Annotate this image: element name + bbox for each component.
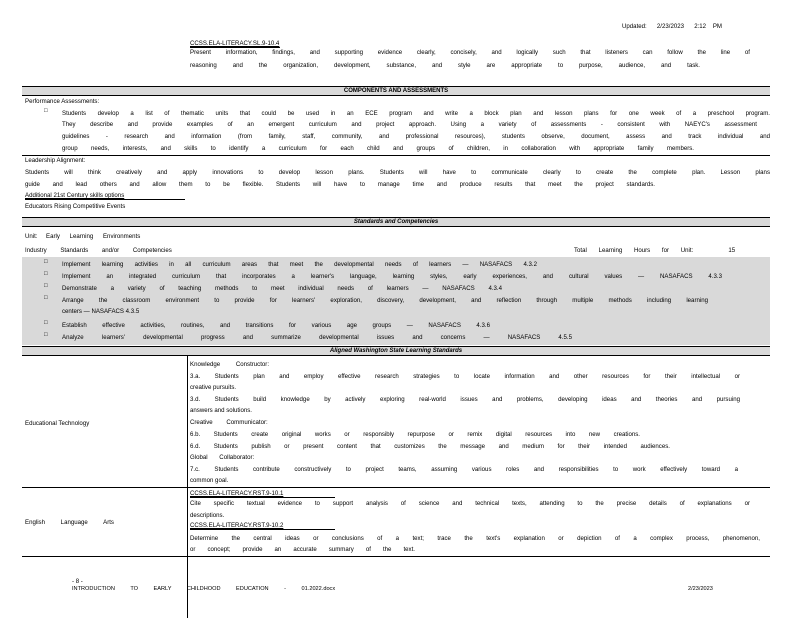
edtech-line-4: 3.d. Students build knowledge by actively exploring real-world issues and problems, developing ideas and theories and pursuing bbox=[190, 396, 740, 403]
unit-name: Early Learning Environments bbox=[46, 233, 141, 240]
ela-standard-1-rule bbox=[190, 497, 335, 498]
competency-6: Analyze learners' developmental progress and summarize developmental issues and concerns — NASAFACS 4.5.5 bbox=[62, 334, 572, 341]
ela-standard-1-line-2: descriptions. bbox=[190, 512, 225, 519]
checkbox-bullet-icon: □ bbox=[44, 295, 48, 301]
checkbox-bullet-icon: □ bbox=[44, 108, 48, 114]
components-header: COMPONENTS AND ASSESSMENTS bbox=[22, 86, 770, 96]
ela-standard-1-code: CCSS.ELA-LITERACY.RST.9-10.1 bbox=[190, 490, 284, 497]
competency-1: Implement learning activities in all curriculum areas that meet the developmental needs of learners — NASAFACS 4.3.2 bbox=[62, 261, 537, 268]
performance-title: Performance Assessments: bbox=[25, 98, 100, 105]
edtech-line-9: Global Collaborator: bbox=[190, 454, 255, 461]
updated-time: 2:12 bbox=[694, 23, 707, 30]
ela-standard-2-code: CCSS.ELA-LITERACY.RST.9-10.2 bbox=[190, 522, 284, 529]
ela-standard-2-rule bbox=[190, 529, 335, 530]
updated-stamp bbox=[622, 23, 722, 31]
performance-line-1: Students develop a list of thematic units that could be used in an ECE program and write a block plan and lesson plans for one week of a preschool program. bbox=[62, 110, 770, 117]
checkbox-bullet-icon: □ bbox=[44, 259, 48, 265]
unit-line bbox=[25, 233, 140, 241]
checkbox-bullet-icon: □ bbox=[44, 283, 48, 289]
footer-date: 2/23/2023 bbox=[688, 586, 713, 592]
checkbox-bullet-icon: □ bbox=[44, 320, 48, 326]
performance-line-2: They describe and provide examples of an emergent curriculum and project approach. Using a variety of assessments - consistent with NAEYC's assessment bbox=[62, 121, 757, 128]
leadership-title: Leadership Alignment: bbox=[25, 157, 86, 164]
edtech-line-6: Creative Communicator: bbox=[190, 419, 268, 426]
top-standard-line-2: reasoning and the organization, development, substance, and style are appropriate to purpose, audience, and task. bbox=[190, 62, 700, 69]
total-hours-value: 15 bbox=[728, 247, 736, 254]
total-hours bbox=[574, 247, 735, 255]
edtech-line-10: 7.c. Students contribute constructively to project teams, assuming various roles and responsibilities to work effectively toward a bbox=[190, 466, 738, 473]
educators-rising-events: Educators Rising Competitive Events bbox=[25, 203, 126, 210]
edtech-line-7: 6.b. Students create original works or responsibly repurpose or remix digital resources into new creations. bbox=[190, 431, 640, 438]
updated-date: 2/23/2023 bbox=[656, 23, 685, 30]
additional-skills-link[interactable]: Additional 21st Century skills options bbox=[25, 192, 125, 199]
unit-label: Unit: bbox=[25, 233, 38, 240]
leadership-line-1: Students will think creatively and apply innovations to develop lesson plans. Students will have to communicate clearly to create the complete plan. Lesson plans bbox=[25, 169, 770, 176]
ela-standard-1-line-1: Cite specific textual evidence to support analysis of science and technical texts, attending to the precise details of explanations or bbox=[190, 500, 750, 507]
edtech-label: Educational Technology bbox=[25, 420, 90, 427]
competency-5: Establish effective activities, routines, and transitions for various age groups — NASAFACS 4.3.6 bbox=[62, 322, 490, 329]
total-hours-label: Total Learning Hours for Unit: bbox=[574, 247, 694, 254]
top-standard-line-1: Present information, findings, and supporting evidence clearly, concisely, and logically such that listeners can follow the line of bbox=[190, 49, 750, 56]
edtech-line-5: answers and solutions. bbox=[190, 407, 252, 414]
edtech-line-3: creative pursuits. bbox=[190, 384, 237, 391]
top-standard-rule bbox=[190, 47, 280, 48]
edtech-line-11: common goal. bbox=[190, 477, 229, 484]
updated-ampm: PM bbox=[712, 23, 722, 30]
checkbox-bullet-icon: □ bbox=[44, 271, 48, 277]
leadership-line-2: guide and lead others and allow them to be flexible. Students will have to manage time and produce results that meet the project standards. bbox=[25, 181, 655, 188]
footer-doc-name: INTRODUCTION TO EARLY CHILDHOOD EDUCATION - 01.2022.docx bbox=[72, 586, 336, 592]
industry-label: Industry Standards and/or Competencies bbox=[25, 247, 172, 254]
performance-line-4: group needs, interests, and skills to identify a curriculum for each child and groups of children, in collaboration with appropriate family members. bbox=[62, 145, 694, 152]
divider bbox=[22, 556, 770, 557]
competency-2: Implement an integrated curriculum that incorporates a learner's language, learning styles, early experiences, and cultural values — NASAFACS 4.3.3 bbox=[62, 273, 722, 280]
competency-4-line-2: centers — NASAFACS 4.3.5 bbox=[62, 308, 140, 315]
updated-label: Updated: bbox=[622, 23, 647, 30]
ela-standard-2-line-1: Determine the central ideas or conclusions of a text; trace the text's explanation or depiction of a complex process, phenomenon, bbox=[190, 535, 760, 542]
ela-standard-2-line-2: or concept; provide an accurate summary of the text. bbox=[190, 546, 415, 553]
edtech-line-2: 3.a. Students plan and employ effective research strategies to locate information and other resources for their intellectual or bbox=[190, 373, 740, 380]
checkbox-bullet-icon: □ bbox=[44, 332, 48, 338]
standards-header: Standards and Competencies bbox=[22, 217, 770, 227]
competency-3: Demonstrate a variety of teaching methods to meet individual needs of learners — NASAFACS 4.3.4 bbox=[62, 285, 502, 292]
additional-rule bbox=[25, 199, 185, 200]
edtech-line-1: Knowledge Constructor: bbox=[190, 361, 270, 368]
ela-label: English Language Arts bbox=[25, 519, 114, 526]
footer-page-number: - 8 - bbox=[72, 578, 83, 585]
performance-line-3: guidelines - research and information (from family, staff, community, and professional resources), students observe, document, assess and track individual and bbox=[62, 133, 770, 140]
edtech-line-8: 6.d. Students publish or present content that customizes the message and medium for their intended audiences. bbox=[190, 443, 670, 450]
divider bbox=[22, 155, 770, 156]
top-standard-code: CCSS.ELA-LITERACY.SL.9-10.4 bbox=[190, 40, 280, 47]
aligned-header: Aligned Washington State Learning Standards bbox=[22, 346, 770, 356]
competency-4-line-1: Arrange the classroom environment to provide for learners' exploration, discovery, development, and reflection through multiple methods including learning bbox=[62, 297, 708, 304]
divider bbox=[22, 487, 770, 488]
